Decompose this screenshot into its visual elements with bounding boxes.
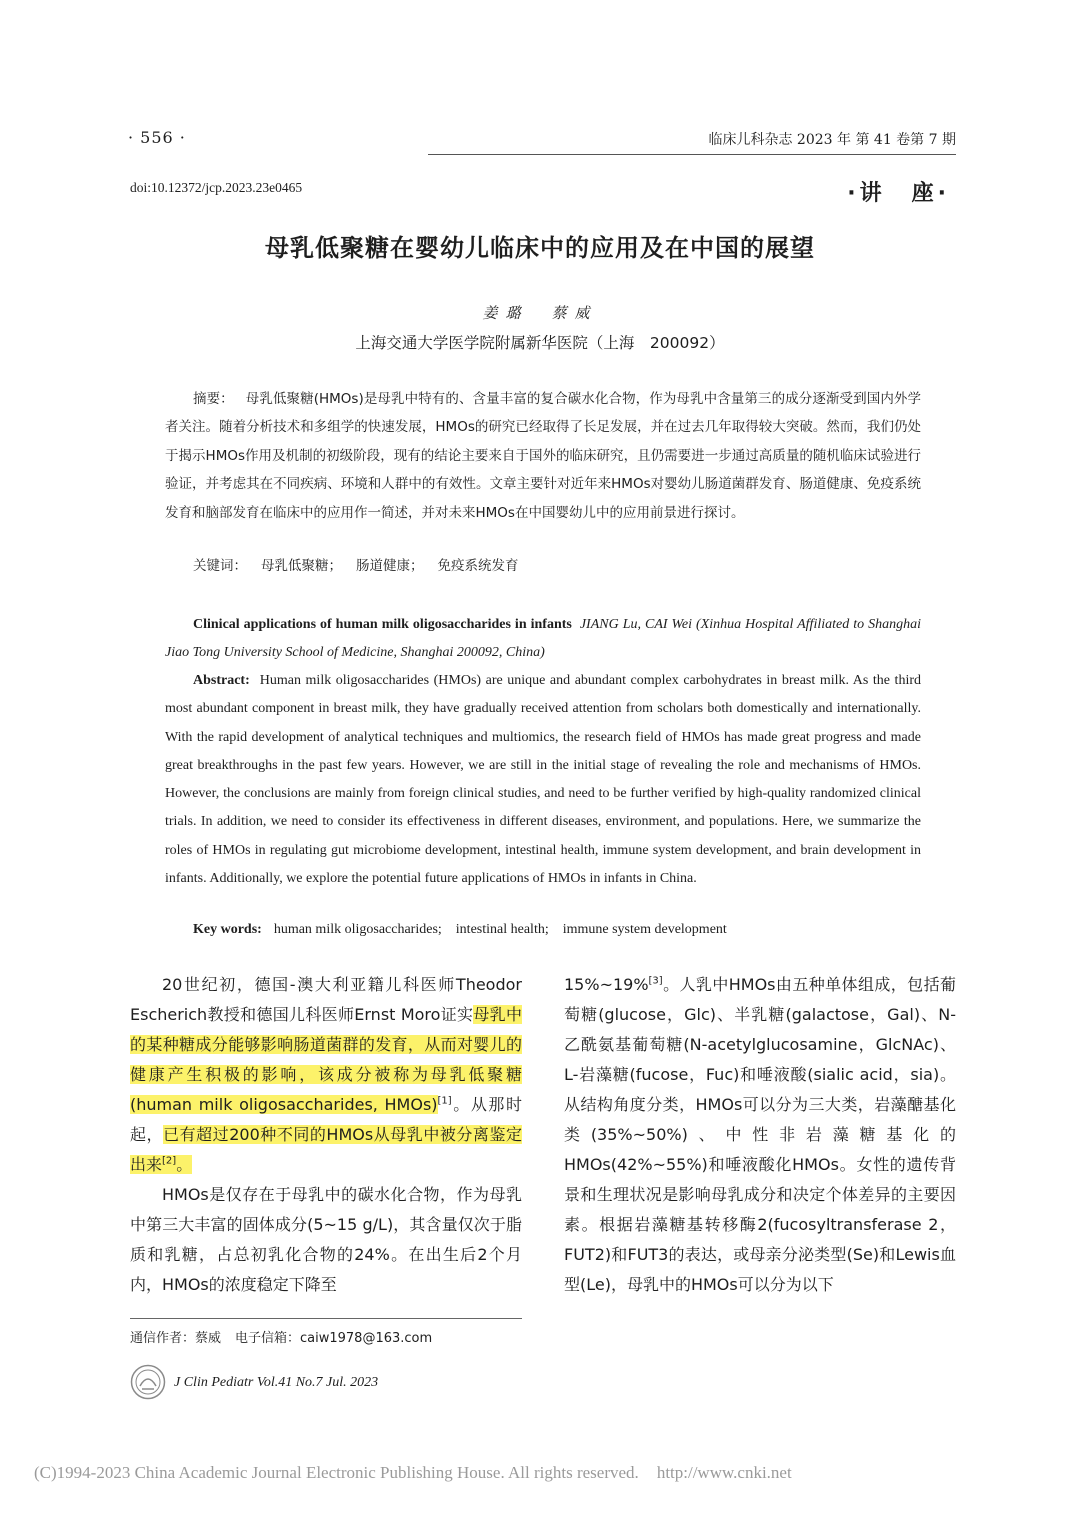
article-affiliation: 上海交通大学医学院附属新华医院（上海 200092） <box>355 334 725 352</box>
abstract-cn-label: 摘要： <box>193 391 234 407</box>
body-text: 20世纪初，德国-澳大利亚籍儿科医师Theodor Escherich教授和德国儿科医师Ernst Moro证实 <box>130 975 522 1024</box>
abstract-cn-text: 母乳低聚糖(HMOs)是母乳中特有的、含量丰富的复合碳水化合物，作为母乳中含量第三的成分逐渐受到国内外学者关注。随着分析技术和多组学的快速发展，HMOs的研究已经取得了长足发展，并在过去几年取得较大突破。然而，我们仍处于揭示HMOs作用及机制的初级阶段，现有的结论主要来自于国外的临床研究，且仍需要进一步通过高质量的随机临床试验进行验证，并考虑其在不同疾病、环境和人群中的有效性。文章主要针对近年来HMOs对婴幼儿肠道菌群发育、肠道健康、免疫系统发育和脑部发育在临床中的应用作一简述，并对未来HMOs在中国婴幼儿中的应用前景进行探讨。 <box>165 391 921 521</box>
keywords-en <box>193 922 741 938</box>
copyright-text: (C)1994-2023 China Academic Journal Electronic Publishing House. All rights reserved. <box>34 1463 639 1482</box>
abstract-cn <box>165 385 921 527</box>
abstract-en-label: Abstract: <box>193 673 250 688</box>
keyword-cn: 免疫系统发育 <box>437 558 519 574</box>
reference-mark: [1] <box>437 1095 452 1107</box>
keywords-cn-label: 关键词： <box>193 558 247 574</box>
english-title-block <box>165 611 921 668</box>
article-title: 母乳低聚糖在婴幼儿临床中的应用及在中国的展望 <box>265 234 815 262</box>
journal-citation: J Clin Pediatr Vol.41 No.7 Jul. 2023 <box>174 1375 379 1390</box>
copyright-notice <box>34 1463 792 1483</box>
keyword-en: immune system development <box>562 922 727 937</box>
body-text: 15%~19% <box>564 975 649 994</box>
body-column-left <box>130 970 522 1300</box>
corresponding-email: 电子信箱：caiw1978@163.com <box>235 1331 433 1346</box>
column-tag: ·讲 座· <box>847 181 950 206</box>
english-title: Clinical applications of human milk oligosaccharides in infants <box>193 617 572 632</box>
body-text: 。从那时起， <box>130 1095 522 1144</box>
abstract-en-text: Human milk oligosaccharides (HMOs) are unique and abundant complex carbohydrates in breast milk. As the third most abundant component in breast milk, they have gradually received attention from scholars both domestically and internationally. With the rapid development of analytical techniques and multiomics, the research field of HMOs has made great progress and made great breakthroughs in the past few years. However, we are still in the initial stage of revealing the role and mechanisms of HMOs. However, the conclusions are mainly from foreign clinical studies, and need to be further verified by high-quality randomized clinical trials. In addition, we need to consider its effectiveness in different diseases, environment, and populations. Here, we summarize the roles of HMOs in regulating gut microbiome development, intestinal health, immune system development, and brain development in infants. Additionally, we explore the potential future applications of HMOs in infants in China. <box>165 673 921 887</box>
journal-logo-icon <box>130 1364 166 1400</box>
article-authors: 姜璐 蔡威 <box>482 304 598 322</box>
footnote-rule <box>130 1318 522 1319</box>
header-rule <box>428 154 956 155</box>
keywords-cn <box>193 554 533 574</box>
keywords-en-label: Key words: <box>193 922 262 937</box>
english-authors: JIANG Lu, CAI Wei (Xinhua Hospital Affiliated to Shanghai Jiao Tong University School of Medicine, Shanghai 200092, China) <box>165 617 921 661</box>
body-column-right <box>564 970 956 1300</box>
body-text: 。人乳中HMOs由五种单体组成，包括葡萄糖(glucose，Glc)、半乳糖(galactose，Gal)、N-乙酰氨基葡萄糖(N-acetylglucosamine，GlcNAc)、L-岩藻糖(fucose，Fuc)和唾液酸(sialic acid，sia)。从结构角度分类，HMOs可以分为三大类，岩藻醣基化类(35%~50%)、中性非岩藻糖基化的HMOs(42%~55%)和唾液酸化HMOs。女性的遗传背景和生理状况是影响母乳成分和决定个体差异的主要因素。根据岩藻糖基转移酶2(fucosyltransferase 2，FUT2)和FUT3的表达，或母亲分泌类型(Se)和Lewis血型(Le)，母乳中的HMOs可以分为以下 <box>564 975 956 1294</box>
keyword-cn: 肠道健康； <box>356 558 424 574</box>
page-number: · 556 · <box>128 128 186 147</box>
cnki-link[interactable]: http://www.cnki.net <box>656 1463 792 1482</box>
highlighted-text: 母乳中的某种糖成分能够影响肠道菌群的发育，从而对婴儿的健康产生积极的影响，该成分被称为母乳低聚糖(human milk oligosaccharides, HMOs) <box>130 1005 522 1114</box>
keyword-en: human milk oligosaccharides; <box>273 922 442 937</box>
journal-header: 临床儿科杂志 2023 年 第 41 卷第 7 期 <box>708 132 956 148</box>
highlighted-text: 已有超过200种不同的HMOs从母乳中被分离鉴定出来[2]。 <box>130 1125 522 1174</box>
reference-mark: [2] <box>162 1155 177 1167</box>
abstract-en <box>165 667 921 893</box>
body-paragraph <box>130 970 522 1180</box>
reference-mark: [3] <box>648 975 663 987</box>
body-paragraph <box>564 970 956 1300</box>
keyword-en: intestinal health; <box>455 922 549 937</box>
keyword-cn: 母乳低聚糖； <box>261 558 342 574</box>
corresponding-author: 通信作者：蔡威 <box>130 1331 222 1346</box>
doi: doi:10.12372/jcp.2023.23e0465 <box>130 180 303 195</box>
footnote <box>130 1327 432 1346</box>
body-paragraph: HMOs是仅存在于母乳中的碳水化合物，作为母乳中第三大丰富的固体成分(5~15 g/L)，其含量仅次于脂质和乳糖，占总初乳化合物的24%。在出生后2个月内，HMOs的浓度稳定下降至 <box>130 1185 522 1294</box>
